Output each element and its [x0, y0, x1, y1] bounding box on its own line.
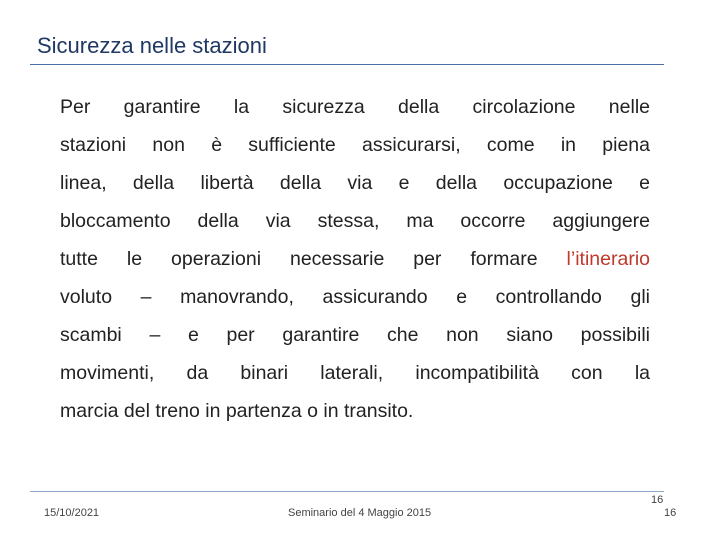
slide-title: Sicurezza nelle stazioni	[37, 33, 267, 58]
footer-title: Seminario del 4 Maggio 2015	[288, 507, 432, 519]
body-line-prefix: tutte le operazioni necessarie per formare	[60, 248, 567, 270]
body-line: scambi – e per garantire che non siano possibili	[60, 324, 650, 346]
body-line: movimenti, da binari laterali, incompatibilità con la	[60, 362, 650, 384]
title-divider	[30, 64, 664, 65]
body-line: linea, della libertà della via e della occupazione e	[60, 172, 650, 194]
highlighted-term: l’itinerario	[566, 248, 650, 270]
page-number: 16	[651, 494, 664, 506]
body-line-with-highlight	[60, 240, 650, 278]
footer-date: 15/10/2021	[44, 507, 100, 519]
page-number: 16	[664, 507, 677, 519]
footer-divider	[30, 491, 664, 492]
body-line: bloccamento della via stessa, ma occorre aggiungere	[60, 210, 650, 232]
body-line: marcia del treno in partenza o in transito.	[60, 400, 414, 422]
body-line: voluto – manovrando, assicurando e controllando gli	[60, 286, 650, 308]
body-line: stazioni non è sufficiente assicurarsi, come in piena	[60, 134, 650, 156]
body-paragraph	[60, 88, 650, 430]
body-line: Per garantire la sicurezza della circolazione nelle	[60, 96, 650, 118]
